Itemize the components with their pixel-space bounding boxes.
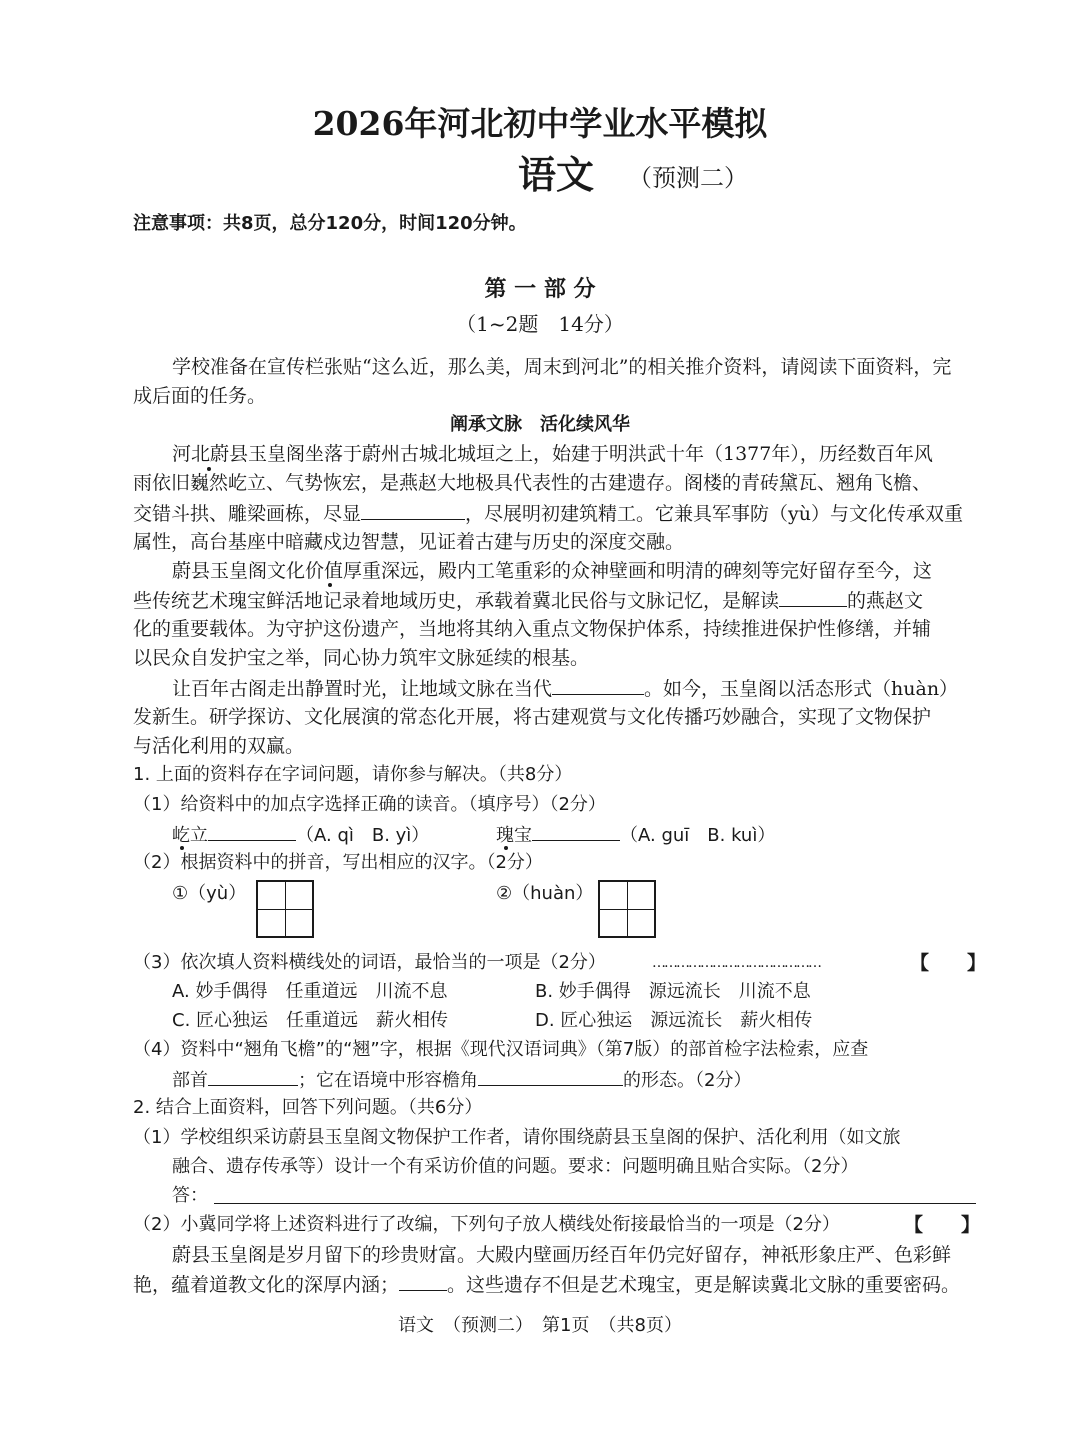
q1-option-b: B. 妙手偶得 源远流长 川流不息 <box>535 981 811 1002</box>
article-p1-line-4: 属性，高台基座中暗藏戍边智慧，见证着古建与历史的深度交融。 <box>133 531 685 553</box>
q2-passage-line-1: 蔚县玉皇阁是岁月留下的珍贵财富。大殿内壁画历经百年仍完好留存，神祇形象庄严、色彩鲜 <box>172 1244 952 1266</box>
q2-sub1-line-2: 融合、遗存传承等）设计一个有采访价值的问题。要求：问题明确且贴合实际。（2分） <box>172 1156 859 1177</box>
q1-option-c: C. 匠心独运 任重道远 薪火相传 <box>172 1010 449 1031</box>
q1-sub1-item-2: 瑰宝 （A. guī B. kuì） <box>496 822 775 848</box>
answer-blank-yili[interactable] <box>208 822 296 841</box>
exam-title: 2026年河北初中学业水平模拟 <box>312 104 768 143</box>
q1-sub4-line-1: （4）资料中“翘角飞檐”的“翘”字，根据《现代汉语词典》（第7版）的部首检字法检索，应查 <box>133 1039 869 1060</box>
section-intro-line-2: 成后面的任务。 <box>133 385 267 407</box>
article-p3-line-1: 让百年古阁走出静置时光，让地域文脉在当代 。如今，玉皇阁以活态形式（huàn） <box>172 678 959 700</box>
q1-option-a: A. 妙手偶得 任重道远 川流不息 <box>172 981 448 1002</box>
article-p1-line-2: 雨依旧巍然屹立、气势恢宏，是燕赵大地极具代表性的古建遗存。阁楼的青砖黛瓦、翘角飞檐、 <box>133 472 932 494</box>
q2-sub2-answer-bracket[interactable]: 【 】 <box>904 1214 981 1236</box>
q2-sub2: （2）小冀同学将上述资料进行了改编，下列句子放人横线处衔接最恰当的一项是（2分） <box>133 1214 840 1235</box>
fill-blank-2[interactable] <box>779 588 847 607</box>
answer-blank-shape[interactable] <box>478 1067 623 1086</box>
article-title: 阐承文脉 活化续风华 <box>450 414 630 435</box>
write-box-huan[interactable] <box>598 880 656 938</box>
q2-passage-line-2: 艳，蕴着道教文化的深厚内涵； 。这些遗存不但是艺术瑰宝，更是解读冀北文脉的重要密码。 <box>133 1274 961 1296</box>
write-box-yu[interactable] <box>256 880 314 938</box>
q1-sub3-leader: …………………………………… <box>652 955 820 971</box>
article-p1-line-3: 交错斗拱、雕梁画栋，尽显 ，尽展明初建筑精工。它兼具军事防（yù）与文化传承双重 <box>133 503 963 525</box>
article-p2-line-3: 化的重要载体。为守护这份遗产，当地将其纳入重点文物保护体系，持续推进保护性修缮，并辅 <box>133 618 932 640</box>
q2-stem: 2. 结合上面资料，回答下列问题。（共6分） <box>133 1097 483 1118</box>
article-p3-line-3: 与活化利用的双赢。 <box>133 735 305 757</box>
emphasis-dot-q-yi <box>180 846 184 850</box>
answer-blank-radical[interactable] <box>208 1067 298 1086</box>
q1-stem: 1. 上面的资料存在字词问题，请你参与解决。（共8分） <box>133 764 573 785</box>
article-p3-line-2: 发新生。研学探访、文化展演的常态化开展，将古建观赏与文化传播巧妙融合，实现了文物保护 <box>133 706 932 728</box>
q1-sub3: （3）依次填人资料横线处的词语，最恰当的一项是（2分） <box>133 952 606 973</box>
q1-sub1: （1）给资料中的加点字选择正确的读音。（填序号）（2分） <box>133 794 606 815</box>
emphasis-dot-yili <box>207 467 211 471</box>
article-p2-line-2: 些传统艺术瑰宝鲜活地记录着地域历史，承载着冀北民俗与文脉记忆，是解读 的燕赵文 <box>133 590 924 612</box>
q1-sub1-item-1: 屹立 （A. qì B. yì） <box>172 822 429 848</box>
article-p1-line-1: 河北蔚县玉皇阁坐落于蔚州古城北城垣之上，始建于明洪武十年（1377年），历经数百年风 <box>172 443 933 465</box>
q2-answer-line[interactable] <box>214 1203 976 1204</box>
page-footer: 语文 （预测二） 第1页 （共8页） <box>398 1315 682 1336</box>
fill-blank-q2[interactable] <box>399 1272 447 1291</box>
fill-blank-1[interactable] <box>361 501 465 520</box>
q1-sub2: （2）根据资料中的拼音，写出相应的汉字。（2分） <box>133 852 543 873</box>
q1-sub3-answer-bracket[interactable]: 【 】 <box>910 952 987 974</box>
article-p2-line-1: 蔚县玉皇阁文化价值厚重深远，殿内工笔重彩的众神壁画和明清的碑刻等完好留存至今，这 <box>172 560 933 582</box>
emphasis-dot-guibao <box>328 583 332 587</box>
section-title: 第 一 部 分 <box>484 277 596 302</box>
q1-option-d: D. 匠心独运 源远流长 薪火相传 <box>535 1010 813 1031</box>
fill-blank-3[interactable] <box>552 676 644 695</box>
q2-answer-label: 答： <box>172 1185 208 1206</box>
section-intro-line-1: 学校准备在宣传栏张贴“这么近，那么美，周末到河北”的相关推介资料，请阅读下面资料，完 <box>172 356 952 378</box>
section-range: （1~2题 14分） <box>456 312 624 336</box>
answer-blank-guibao[interactable] <box>532 822 620 841</box>
subject-title: 语文 <box>518 152 595 197</box>
q1-sub2-a-label: ①（yù） <box>172 883 247 904</box>
q1-sub4-line-2: 部首 ；它在语境中形容檐角 的形态。（2分） <box>172 1067 751 1093</box>
exam-notice: 注意事项：共8页，总分120分，时间120分钟。 <box>133 213 527 234</box>
article-p2-line-4: 以民众自发护宝之举，同心协力筑牢文脉延续的根基。 <box>133 647 590 669</box>
emphasis-dot-q-gui <box>504 846 508 850</box>
q1-sub2-b-label: ②（huàn） <box>496 883 594 904</box>
edition-label: （预测二） <box>628 164 748 192</box>
q2-sub1-line-1: （1）学校组织采访蔚县玉皇阁文物保护工作者，请你围绕蔚县玉皇阁的保护、活化利用（如文旅 <box>133 1127 901 1148</box>
